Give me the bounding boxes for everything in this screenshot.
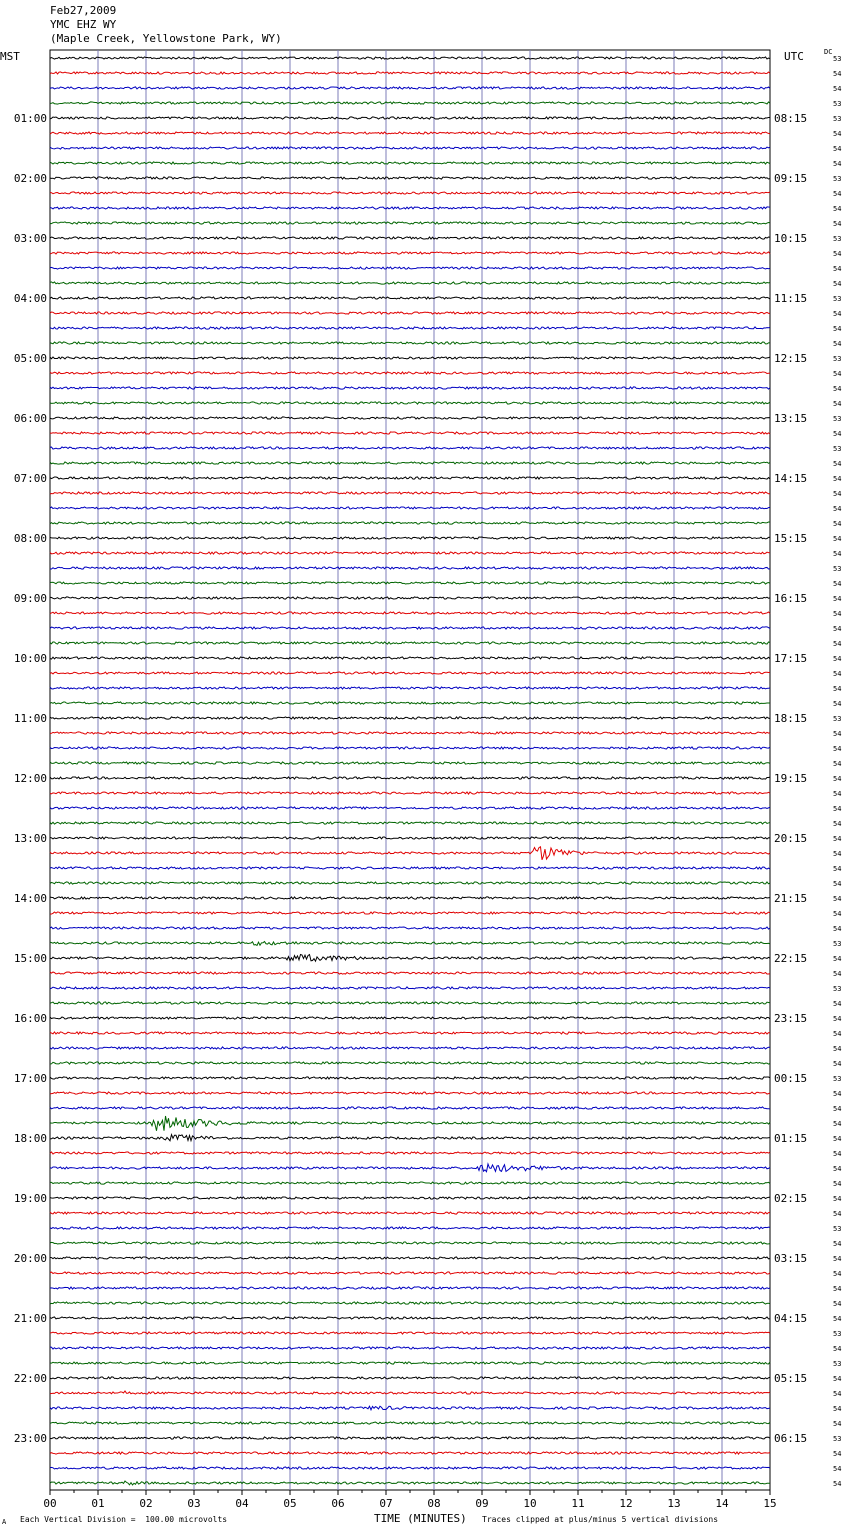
trace-row <box>50 1242 770 1244</box>
trace-row <box>50 1362 770 1364</box>
trace-row <box>50 402 770 404</box>
row-offset-label: 54 <box>833 385 842 393</box>
left-hour-label: 21:00 <box>13 1312 47 1325</box>
trace-row <box>50 372 770 374</box>
left-hour-label: 07:00 <box>13 472 47 485</box>
trace-row <box>50 492 770 494</box>
right-hour-label: 03:15 <box>774 1252 808 1265</box>
row-offset-label: 54 <box>833 1375 842 1383</box>
row-offset-label: 54 <box>833 700 842 708</box>
right-hour-label: 02:15 <box>774 1192 808 1205</box>
trace-row <box>50 807 770 809</box>
row-offset-label: 54 <box>833 280 842 288</box>
trace-row <box>50 1467 770 1469</box>
left-hour-label: 10:00 <box>13 652 47 665</box>
trace-row <box>50 552 770 554</box>
row-offset-label: 53 <box>833 115 842 123</box>
row-offset-label: 54 <box>833 580 842 588</box>
x-tick-label: 00 <box>43 1497 57 1510</box>
row-offset-label: 54 <box>833 865 842 873</box>
trace-row <box>50 1032 770 1034</box>
trace-row <box>50 897 770 899</box>
row-offset-label: 54 <box>833 595 842 603</box>
row-offset-label: 53 <box>833 55 842 63</box>
trace-row <box>50 1182 770 1184</box>
row-offset-label: 54 <box>833 130 842 138</box>
x-tick-label: 03 <box>187 1497 201 1510</box>
left-hour-label: 06:00 <box>13 412 47 425</box>
row-offset-label: 54 <box>833 1420 842 1428</box>
right-hour-label: 22:15 <box>774 952 808 965</box>
trace-row <box>50 1347 770 1349</box>
right-hour-label: 15:15 <box>774 532 808 545</box>
x-tick-label: 13 <box>667 1497 681 1510</box>
right-hour-label: 09:15 <box>774 172 808 185</box>
right-hour-label: 20:15 <box>774 832 808 845</box>
x-tick-label: 01 <box>91 1497 105 1510</box>
row-offset-label: 54 <box>833 880 842 888</box>
left-hour-label: 22:00 <box>13 1372 47 1385</box>
trace-row <box>50 1197 770 1199</box>
right-hour-label: 12:15 <box>774 352 808 365</box>
row-offset-label: 54 <box>833 850 842 858</box>
x-tick-label: 10 <box>523 1497 537 1510</box>
trace-row <box>50 612 770 614</box>
trace-row <box>50 267 770 269</box>
row-offset-label: 53 <box>833 565 842 573</box>
trace-row <box>50 1391 770 1394</box>
row-offset-label: 54 <box>833 775 842 783</box>
row-offset-label: 53 <box>833 1360 842 1368</box>
trace-row <box>50 1257 770 1259</box>
row-offset-label: 53 <box>833 355 842 363</box>
left-hour-label: 19:00 <box>13 1192 47 1205</box>
right-timezone-label: UTC <box>784 50 804 63</box>
left-hour-label: 16:00 <box>13 1012 47 1025</box>
left-hour-label: 20:00 <box>13 1252 47 1265</box>
trace-row <box>50 297 770 299</box>
left-hour-label: 08:00 <box>13 532 47 545</box>
row-offset-label: 54 <box>833 1405 842 1413</box>
trace-row <box>50 477 770 479</box>
trace-row <box>50 57 770 59</box>
trace-row <box>50 237 770 239</box>
x-tick-label: 15 <box>763 1497 777 1510</box>
trace-row <box>50 387 770 389</box>
row-offset-label: 54 <box>833 910 842 918</box>
row-offset-label: 54 <box>833 490 842 498</box>
trace-row <box>50 567 770 569</box>
left-hour-label: 01:00 <box>13 112 47 125</box>
trace-row <box>50 1092 770 1094</box>
row-offset-label: 54 <box>833 1195 842 1203</box>
row-offset-label: 54 <box>833 970 842 978</box>
trace-row <box>50 1302 770 1304</box>
row-offset-label: 54 <box>833 325 842 333</box>
row-offset-label: 54 <box>833 745 842 753</box>
x-tick-label: 12 <box>619 1497 633 1510</box>
row-offset-label: 54 <box>833 505 842 513</box>
trace-row <box>50 867 770 869</box>
row-offset-label: 54 <box>833 805 842 813</box>
trace-row <box>50 1272 770 1274</box>
row-offset-label: 54 <box>833 160 842 168</box>
row-offset-label: 54 <box>833 670 842 678</box>
clipping-note: Traces clipped at plus/minus 5 vertical divisions <box>482 1515 719 1524</box>
trace-row <box>50 252 770 254</box>
row-offset-label: 54 <box>833 820 842 828</box>
trace-row <box>50 972 770 974</box>
trace-row <box>50 987 770 989</box>
right-hour-label: 11:15 <box>774 292 808 305</box>
right-hour-label: 10:15 <box>774 232 808 245</box>
right-hour-label: 01:15 <box>774 1132 808 1145</box>
row-offset-label: 54 <box>833 460 842 468</box>
row-offset-label: 54 <box>833 70 842 78</box>
row-offset-label: 54 <box>833 640 842 648</box>
row-offset-label: 53 <box>833 940 842 948</box>
left-hour-label: 05:00 <box>13 352 47 365</box>
row-offset-label: 54 <box>833 1000 842 1008</box>
row-offset-label: 54 <box>833 1105 842 1113</box>
right-hour-label: 13:15 <box>774 412 808 425</box>
trace-row <box>50 672 770 674</box>
row-offset-label: 54 <box>833 190 842 198</box>
trace-row <box>50 717 770 719</box>
row-offset-label: 54 <box>833 1030 842 1038</box>
x-tick-label: 02 <box>139 1497 153 1510</box>
trace-row <box>50 702 770 704</box>
trace-row <box>50 822 770 824</box>
right-hour-label: 17:15 <box>774 652 808 665</box>
trace-row <box>50 582 770 584</box>
row-offset-label: 54 <box>833 1165 842 1173</box>
trace-row <box>50 1332 770 1334</box>
trace-row <box>50 792 770 794</box>
row-offset-label: 54 <box>833 1480 842 1488</box>
station-location: (Maple Creek, Yellowstone Park, WY) <box>50 32 282 45</box>
row-offset-label: 54 <box>833 205 842 213</box>
left-hour-label: 13:00 <box>13 832 47 845</box>
trace-row <box>50 417 770 419</box>
right-hour-label: 23:15 <box>774 1012 808 1025</box>
row-offset-label: 53 <box>833 1435 842 1443</box>
footer-mark: A <box>2 1518 7 1526</box>
row-offset-label: 54 <box>833 145 842 153</box>
right-hour-label: 21:15 <box>774 892 808 905</box>
row-offset-label: 53 <box>833 295 842 303</box>
trace-row <box>50 1164 770 1172</box>
trace-row <box>50 1135 770 1141</box>
trace-row <box>50 1062 770 1064</box>
row-offset-label: 54 <box>833 265 842 273</box>
trace-row <box>50 1406 770 1410</box>
trace-row <box>50 882 770 884</box>
trace-row <box>50 1107 770 1109</box>
left-hour-label: 17:00 <box>13 1072 47 1085</box>
trace-row <box>50 1212 770 1214</box>
row-offset-label: 54 <box>833 760 842 768</box>
x-axis-title: TIME (MINUTES) <box>374 1512 467 1525</box>
row-offset-label: 54 <box>833 1285 842 1293</box>
row-offset-label: 54 <box>833 1315 842 1323</box>
row-offset-label: 53 <box>833 1225 842 1233</box>
row-offset-label: 54 <box>833 1465 842 1473</box>
row-offset-label: 54 <box>833 1135 842 1143</box>
trace-row <box>50 627 770 629</box>
trace-row <box>50 522 770 524</box>
left-hour-label: 23:00 <box>13 1432 47 1445</box>
trace-row <box>50 642 770 644</box>
row-offset-label: 54 <box>833 955 842 963</box>
trace-row <box>50 222 770 224</box>
trace-row <box>50 1047 770 1049</box>
row-offset-label: 54 <box>833 895 842 903</box>
row-offset-label: 54 <box>833 310 842 318</box>
row-offset-label: 54 <box>833 685 842 693</box>
trace-row <box>50 657 770 659</box>
trace-row <box>50 87 770 89</box>
trace-row <box>50 507 770 509</box>
x-tick-label: 11 <box>571 1497 585 1510</box>
row-offset-label: 54 <box>833 1450 842 1458</box>
row-offset-label: 54 <box>833 610 842 618</box>
right-hour-label: 19:15 <box>774 772 808 785</box>
row-offset-label: 54 <box>833 475 842 483</box>
trace-row <box>50 432 770 434</box>
trace-row <box>50 1377 770 1379</box>
trace-row <box>50 1002 770 1004</box>
row-offset-label: 53 <box>833 1075 842 1083</box>
right-hour-label: 18:15 <box>774 712 808 725</box>
row-offset-label: 54 <box>833 1390 842 1398</box>
x-tick-label: 05 <box>283 1497 297 1510</box>
row-offset-label: 54 <box>833 1240 842 1248</box>
row-offset-label: 54 <box>833 1045 842 1053</box>
right-hour-label: 06:15 <box>774 1432 808 1445</box>
trace-row <box>50 537 770 539</box>
left-timezone-label: MST <box>0 50 20 63</box>
trace-row <box>50 1437 770 1439</box>
left-hour-label: 11:00 <box>13 712 47 725</box>
trace-row <box>50 942 770 946</box>
trace-row <box>50 954 770 961</box>
row-offset-label: 54 <box>833 85 842 93</box>
row-offset-label: 53 <box>833 445 842 453</box>
row-offset-label: 54 <box>833 370 842 378</box>
row-offset-label: 54 <box>833 730 842 738</box>
trace-row <box>50 912 770 914</box>
row-offset-label: 54 <box>833 1210 842 1218</box>
left-hour-label: 18:00 <box>13 1132 47 1145</box>
trace-row <box>50 72 770 74</box>
trace-row <box>50 132 770 134</box>
x-tick-label: 04 <box>235 1497 249 1510</box>
row-offset-label: 53 <box>833 100 842 108</box>
row-offset-label: 54 <box>833 250 842 258</box>
trace-row <box>50 1317 770 1319</box>
trace-row <box>50 162 770 164</box>
chart-date: Feb27,2009 <box>50 4 117 17</box>
trace-row <box>50 732 770 734</box>
trace-row <box>50 1227 770 1229</box>
row-offset-label: 54 <box>833 1015 842 1023</box>
row-offset-label: 54 <box>833 1300 842 1308</box>
trace-row <box>50 312 770 314</box>
row-offset-label: 53 <box>833 985 842 993</box>
x-tick-label: 14 <box>715 1497 729 1510</box>
trace-row <box>50 687 770 689</box>
trace-row <box>50 1152 770 1154</box>
trace-row <box>50 762 770 764</box>
row-offset-label: 53 <box>833 175 842 183</box>
trace-row <box>50 192 770 194</box>
trace-row <box>50 1452 770 1454</box>
row-offset-label: 54 <box>833 1270 842 1278</box>
right-hour-label: 14:15 <box>774 472 808 485</box>
row-offset-label: 54 <box>833 400 842 408</box>
row-offset-label: 54 <box>833 340 842 348</box>
left-hour-label: 09:00 <box>13 592 47 605</box>
row-offset-label: 53 <box>833 415 842 423</box>
row-offset-label: 54 <box>833 430 842 438</box>
right-hour-label: 00:15 <box>774 1072 808 1085</box>
row-offset-label: 54 <box>833 1150 842 1158</box>
x-tick-label: 06 <box>331 1497 345 1510</box>
trace-row <box>50 1116 770 1131</box>
trace-row <box>50 747 770 749</box>
trace-row <box>50 1017 770 1019</box>
vertical-division-note: Each Vertical Division = 100.00 microvolts <box>20 1515 228 1524</box>
row-offset-label: 54 <box>833 1345 842 1353</box>
left-hour-label: 12:00 <box>13 772 47 785</box>
x-tick-label: 08 <box>427 1497 441 1510</box>
trace-row <box>50 447 770 449</box>
trace-row <box>50 927 770 929</box>
x-tick-label: 07 <box>379 1497 393 1510</box>
trace-row <box>50 837 770 839</box>
trace-row <box>50 357 770 359</box>
trace-row <box>50 1077 770 1079</box>
dc-label: DC <box>824 48 833 56</box>
row-offset-label: 54 <box>833 1180 842 1188</box>
row-offset-label: 53 <box>833 1330 842 1338</box>
row-offset-label: 54 <box>833 790 842 798</box>
row-offset-label: 54 <box>833 1090 842 1098</box>
right-hour-label: 04:15 <box>774 1312 808 1325</box>
row-offset-label: 54 <box>833 925 842 933</box>
row-offset-label: 54 <box>833 625 842 633</box>
trace-row <box>50 342 770 344</box>
left-hour-label: 02:00 <box>13 172 47 185</box>
left-hour-label: 14:00 <box>13 892 47 905</box>
row-offset-label: 54 <box>833 835 842 843</box>
row-offset-label: 54 <box>833 220 842 228</box>
right-hour-label: 05:15 <box>774 1372 808 1385</box>
row-offset-label: 54 <box>833 520 842 528</box>
trace-row <box>50 117 770 119</box>
trace-row <box>50 147 770 149</box>
station-name: YMC EHZ WY <box>50 18 117 31</box>
row-offset-label: 53 <box>833 235 842 243</box>
right-hour-label: 16:15 <box>774 592 808 605</box>
row-offset-label: 54 <box>833 535 842 543</box>
trace-row <box>50 462 770 464</box>
row-offset-label: 54 <box>833 1120 842 1128</box>
trace-row <box>50 847 770 860</box>
row-offset-label: 53 <box>833 715 842 723</box>
left-hour-label: 03:00 <box>13 232 47 245</box>
trace-row <box>50 1481 770 1485</box>
right-hour-label: 08:15 <box>774 112 808 125</box>
left-hour-label: 15:00 <box>13 952 47 965</box>
trace-row <box>50 597 770 599</box>
row-offset-label: 54 <box>833 1060 842 1068</box>
trace-row <box>50 327 770 329</box>
trace-row <box>50 777 770 779</box>
left-hour-label: 04:00 <box>13 292 47 305</box>
row-offset-label: 54 <box>833 1255 842 1263</box>
trace-row <box>50 1422 770 1424</box>
trace-row <box>50 282 770 284</box>
x-tick-label: 09 <box>475 1497 489 1510</box>
trace-row <box>50 102 770 104</box>
trace-row <box>50 1287 770 1289</box>
trace-row <box>50 207 770 209</box>
plot-frame <box>50 50 770 1490</box>
row-offset-label: 54 <box>833 550 842 558</box>
trace-row <box>50 177 770 179</box>
row-offset-label: 54 <box>833 655 842 663</box>
